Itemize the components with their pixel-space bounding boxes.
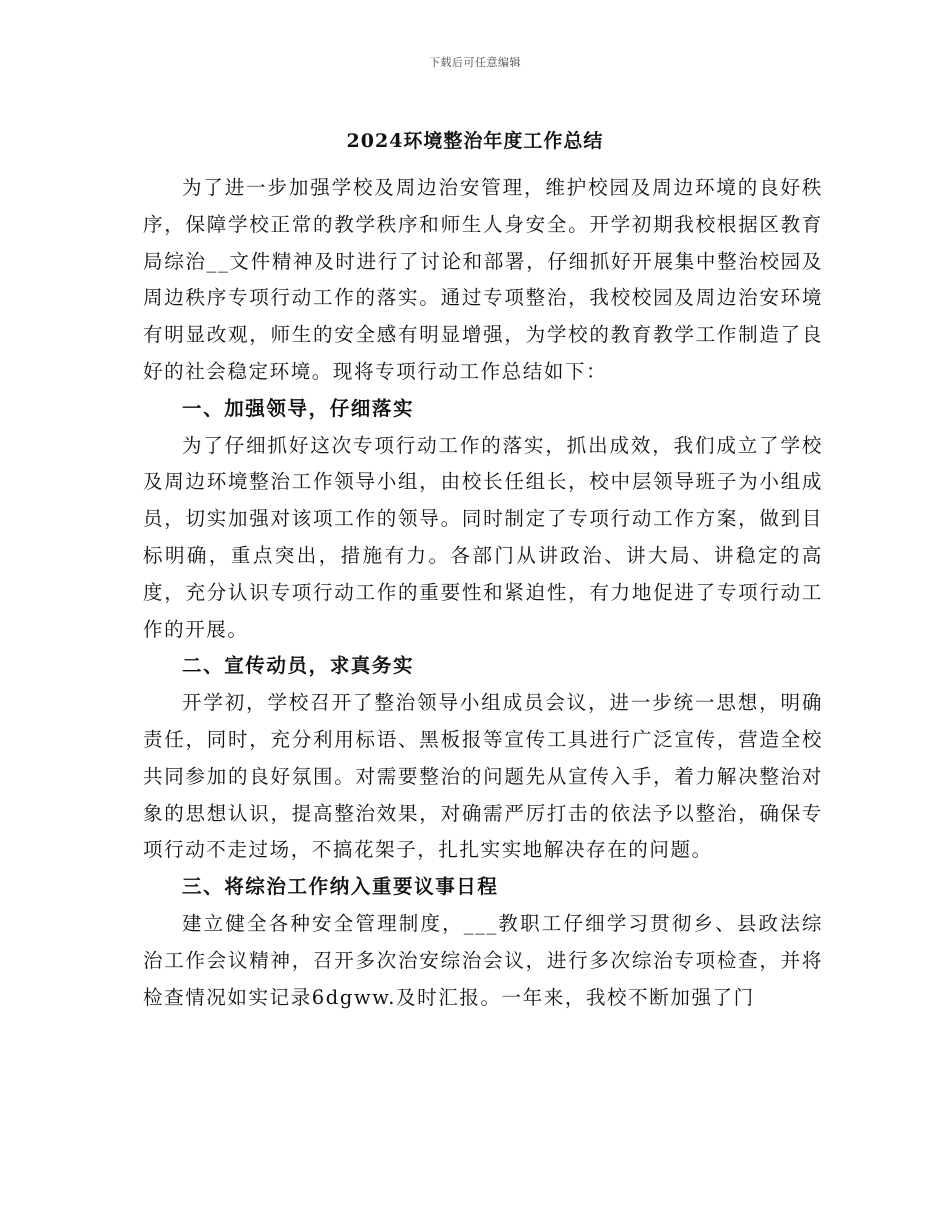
paragraph-section-2: 开学初，学校召开了整治领导小组成员会议，进一步统一思想，明确责任，同时，充分利用标语、黑板报等宣传工具进行广泛宣传，营造全校共同参加的良好氛围。对需要整治的问题先从宣传入手，着力解决整治对象的思想认识，提高整治效果，对确需严厉打击的依法予以整治，确保专项行动不走过场，不搞花架子，扎扎实实地解决存在的问题。 [143,691,823,862]
section-heading-2: 二、宣传动员，求真务实 [182,654,415,678]
document-body [143,170,823,1016]
paragraph-intro: 为了进一步加强学校及周边治安管理，维护校园及周边环境的良好秩序，保障学校正常的教学秩序和师生人身安全。开学初期我校根据区教育局综治__文件精神及时进行了讨论和部署，仔细抓好开展集中整治校园及周边秩序专项行动工作的落实。通过专项整治，我校校园及周边治安环境有明显改观，师生的安全感有明显增强，为学校的教育教学工作制造了良好的社会稳定环境。现将专项行动工作总结如下： [143,176,823,383]
section-heading-1: 一、加强领导，仔细落实 [182,396,415,420]
document-title: 2024环境整治年度工作总结 [346,130,604,152]
paragraph-section-1: 为了仔细抓好这次专项行动工作的落实，抓出成效，我们成立了学校及周边环境整治工作领导小组，由校长任组长，校中层领导班子为小组成员，切实加强对该项工作的领导。同时制定了专项行动工作方案，做到目标明确，重点突出，措施有力。各部门从讲政治、讲大局、讲稳定的高度，充分认识专项行动工作的重要性和紧迫性，有力地促进了专项行动工作的开展。 [143,433,823,641]
section-heading-3: 三、将综治工作纳入重要议事日程 [182,875,499,899]
paragraph-section-3: 建立健全各种安全管理制度，___教职工仔细学习贯彻乡、县政法综治工作会议精神，召开多次治安综治会议，进行多次综治专项检查，并将检查情况如实记录6dgww.及时汇报。一年来，我校不断加强了门 [143,911,823,1009]
header-note: 下载后可任意编辑 [429,56,521,69]
